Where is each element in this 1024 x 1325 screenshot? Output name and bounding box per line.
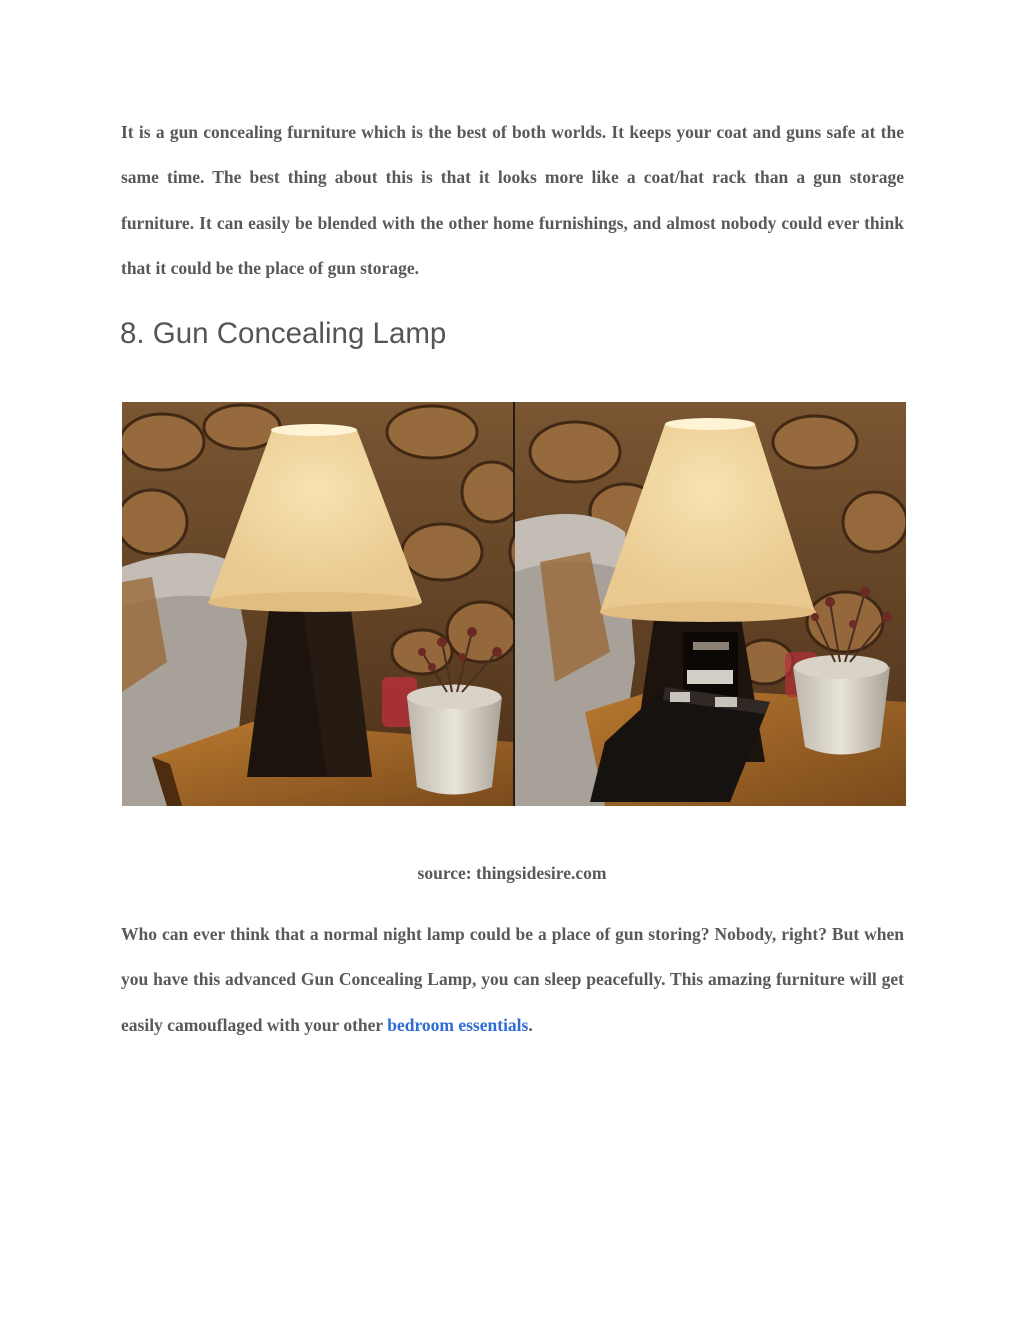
open-lamp-panel — [510, 402, 906, 806]
lamp-description-text: Who can ever think that a normal night lamp could be a place of gun storing? Nobody, right? But when you have this advanced Gun Concealing Lamp, you can sleep peacefully. This amazing furniture will get easily camouflaged with your other — [121, 924, 904, 1035]
lamp-description — [121, 912, 904, 1048]
bedroom-essentials-link[interactable]: bedroom essentials — [387, 1014, 529, 1035]
lamp-description-end: . — [528, 1014, 533, 1035]
image-caption: source: thingsidesire.com — [417, 863, 607, 883]
section-heading: 8. Gun Concealing Lamp — [120, 317, 447, 350]
closed-lamp-panel — [122, 402, 522, 806]
lamp-photo — [122, 402, 906, 806]
intro-paragraph: It is a gun concealing furniture which is the best of both worlds. It keeps your coat and guns safe at the same time. The best thing about this is that it looks more like a coat/hat rack than a gun storage furniture. It can easily be blended with the other home furnishings, and almost nobody could ever think that it could be the place of gun storage. — [121, 122, 904, 278]
